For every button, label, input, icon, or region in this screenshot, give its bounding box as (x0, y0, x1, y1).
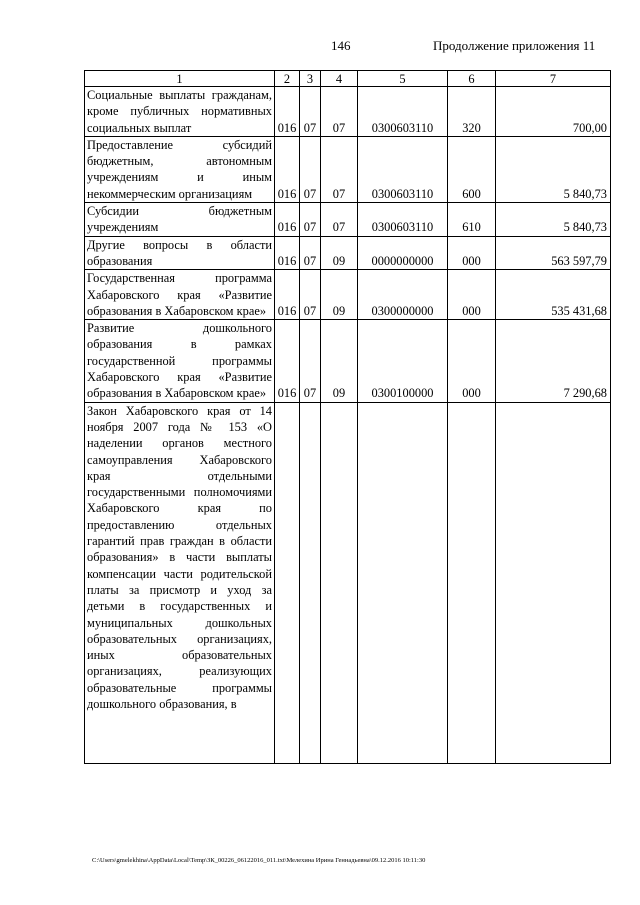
row-target-article: 0300603110 (358, 136, 448, 202)
budget-table (84, 70, 611, 764)
row-subsection: 09 (321, 320, 358, 402)
col-header-4: 4 (321, 71, 358, 87)
row-subsection: 07 (321, 203, 358, 237)
row-target-article: 0300603110 (358, 203, 448, 237)
row-name: Субсидии бюджетным учреждениям (85, 203, 275, 237)
row-name: Другие вопросы в области образования (85, 236, 275, 270)
row-section (300, 402, 321, 763)
row-expense-type: 600 (448, 136, 496, 202)
row-target-article (358, 402, 448, 763)
table-row (85, 87, 611, 137)
row-amount: 5 840,73 (496, 203, 611, 237)
row-target-article: 0300000000 (358, 270, 448, 320)
header-row (85, 71, 611, 87)
row-section: 07 (300, 270, 321, 320)
row-amount: 700,00 (496, 87, 611, 137)
row-expense-type: 000 (448, 320, 496, 402)
row-target-article: 0300603110 (358, 87, 448, 137)
row-ministry-code: 016 (275, 203, 300, 237)
row-section: 07 (300, 236, 321, 270)
col-header-3: 3 (300, 71, 321, 87)
col-header-6: 6 (448, 71, 496, 87)
row-amount: 535 431,68 (496, 270, 611, 320)
row-subsection: 09 (321, 270, 358, 320)
row-amount (496, 402, 611, 763)
table-row (85, 236, 611, 270)
row-ministry-code: 016 (275, 270, 300, 320)
row-expense-type (448, 402, 496, 763)
row-name: Государственная программа Хабаровского края «Развитие образования в Хабаровском крае» (85, 270, 275, 320)
row-amount: 563 597,79 (496, 236, 611, 270)
row-name: Предоставление субсидий бюджетным, автономным учреждениям и иным некоммерческим организациям (85, 136, 275, 202)
row-subsection (321, 402, 358, 763)
table-row (85, 270, 611, 320)
row-target-article: 0000000000 (358, 236, 448, 270)
col-header-5: 5 (358, 71, 448, 87)
row-section: 07 (300, 203, 321, 237)
row-expense-type: 320 (448, 87, 496, 137)
table-row (85, 402, 611, 763)
appendix-caption: Продолжение приложения 11 (433, 38, 596, 53)
row-name: Развитие дошкольного образования в рамках государственной программы Хабаровского края «Развитие образования в Хабаровском крае» (85, 320, 275, 402)
row-section: 07 (300, 136, 321, 202)
row-name: Социальные выплаты гражданам, кроме публичных нормативных социальных выплат (85, 87, 275, 137)
row-subsection: 07 (321, 87, 358, 137)
row-expense-type: 000 (448, 236, 496, 270)
row-ministry-code: 016 (275, 136, 300, 202)
row-section: 07 (300, 320, 321, 402)
page-number: 146 (331, 38, 351, 53)
table-row (85, 203, 611, 237)
col-header-2: 2 (275, 71, 300, 87)
col-header-1: 1 (85, 71, 275, 87)
row-ministry-code (275, 402, 300, 763)
row-target-article: 0300100000 (358, 320, 448, 402)
table-row (85, 320, 611, 402)
row-section: 07 (300, 87, 321, 137)
row-ministry-code: 016 (275, 236, 300, 270)
col-header-7: 7 (496, 71, 611, 87)
row-expense-type: 610 (448, 203, 496, 237)
row-expense-type: 000 (448, 270, 496, 320)
table-row (85, 136, 611, 202)
row-ministry-code: 016 (275, 87, 300, 137)
row-amount: 5 840,73 (496, 136, 611, 202)
row-subsection: 07 (321, 136, 358, 202)
row-subsection: 09 (321, 236, 358, 270)
row-ministry-code: 016 (275, 320, 300, 402)
footer-path: C:\Users\gmelekhina\AppData\Local\Temp\ЗК_00226_06122016_011.txt\Мелехина Ирина Геннадьевна\09.12.2016 10:11:30 (92, 857, 426, 864)
row-name: Закон Хабаровского края от 14 ноября 2007 года № 153 «О наделении органов местного самоуправления Хабаровского края отдельными государственными полномочиями Хабаровского края по предоставлению отдельных гарантий прав граждан в области образования» в части выплаты компенсации части родительской платы за присмотр и уход за детьми в государственных и муниципальных дошкольных образовательных организациях, иных образовательных организациях, реализующих образовательные программы дошкольного образования, в (85, 402, 275, 763)
row-amount: 7 290,68 (496, 320, 611, 402)
